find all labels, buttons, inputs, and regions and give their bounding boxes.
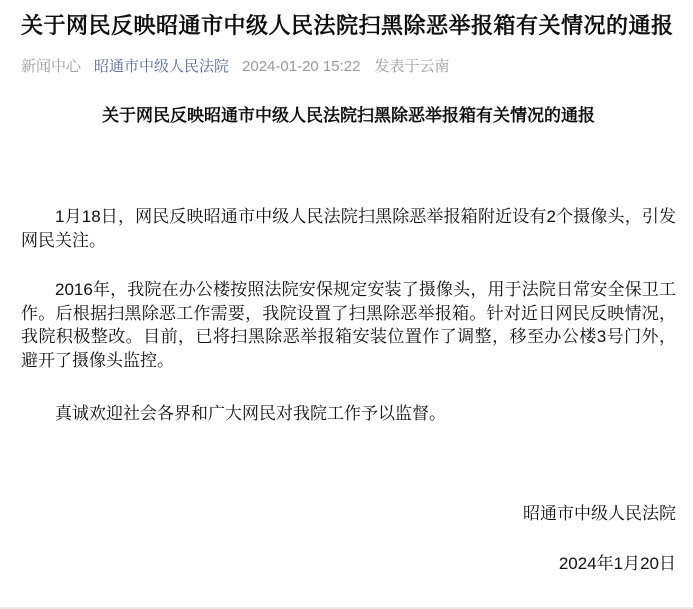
- page-title: 关于网民反映昭通市中级人民法院扫黑除恶举报箱有关情况的通报: [21, 13, 674, 38]
- meta-publish-datetime: 2024-01-20 15:22: [242, 58, 361, 75]
- meta-category-link[interactable]: 新闻中心: [21, 58, 82, 75]
- article-meta-row: [21, 57, 672, 77]
- article-header: [0, 0, 693, 77]
- meta-account-link[interactable]: 昭通市中级人民法院: [94, 58, 230, 75]
- article-paragraph-2: 2016年，我院在办公楼按照法院安保规定安装了摄像头，用于法院日常安全保卫工作。后根据扫黑除恶工作需要，我院设置了扫黑除恶举报箱。针对近日网民反映情况，我院积极整改。目前，已将扫黑除恶举报箱安装位置作了调整，移至办公楼3号门外，避开了摄像头监控。: [21, 280, 676, 370]
- article-signature: 昭通市中级人民法院: [523, 503, 676, 523]
- meta-publish-location: 发表于云南: [374, 58, 450, 75]
- article-inner-title: 关于网民反映昭通市中级人民法院扫黑除恶举报箱有关情况的通报: [102, 106, 595, 125]
- article-paragraph-1: 1月18日，网民反映昭通市中级人民法院扫黑除恶举报箱附近设有2个摄像头，引发网民关注。: [21, 207, 676, 250]
- article-date: 2024年1月20日: [558, 553, 676, 573]
- article-body: [0, 105, 693, 575]
- article-paragraph-3: 真诚欢迎社会各界和广大网民对我院工作予以监督。: [55, 404, 446, 423]
